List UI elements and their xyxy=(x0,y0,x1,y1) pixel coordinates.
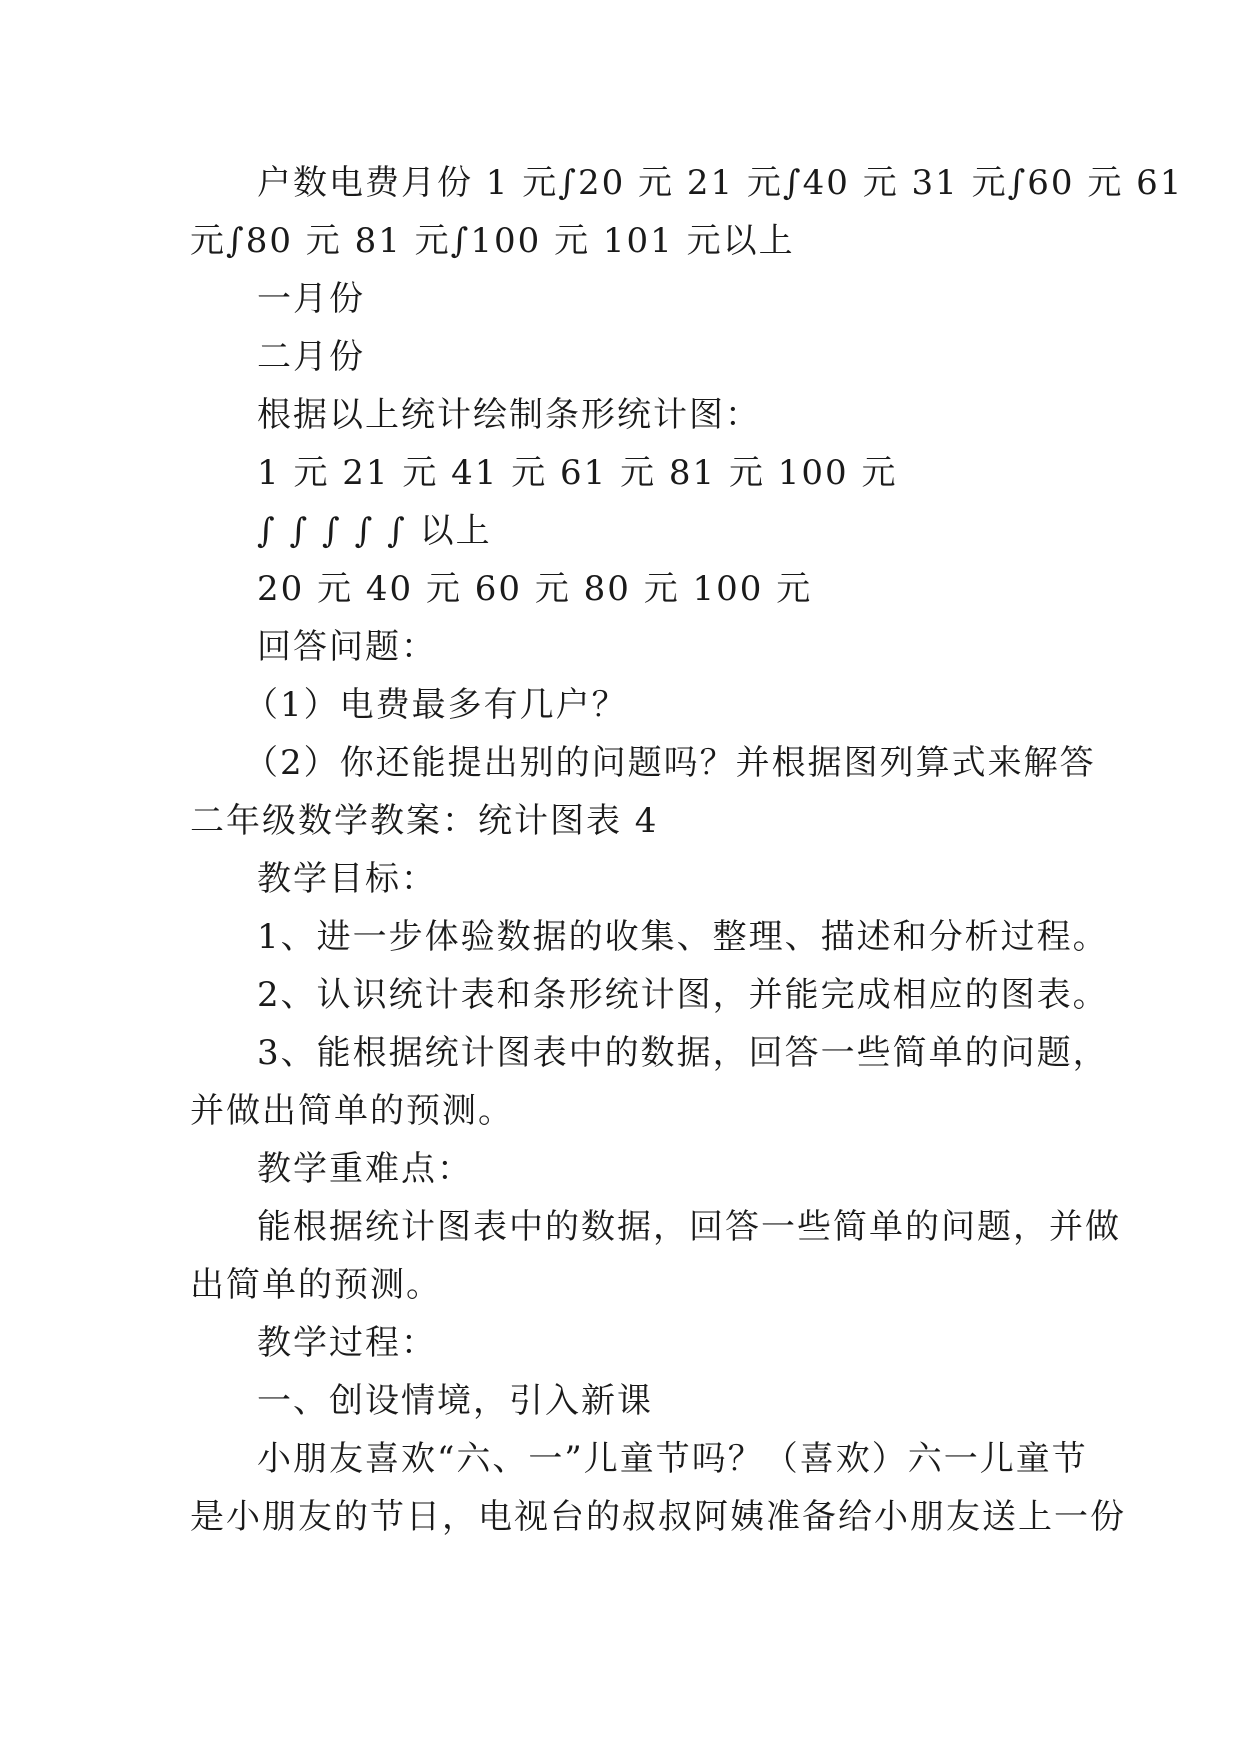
section-title: 二年级数学教案：统计图表 4 xyxy=(190,801,659,841)
text-line: 二月份 xyxy=(257,337,365,377)
text-line: 根据以上统计绘制条形统计图： xyxy=(257,395,761,435)
text-line: 1 元 21 元 41 元 61 元 81 元 100 元 xyxy=(257,453,898,493)
text-line: 小朋友喜欢“六、一”儿童节吗？（喜欢）六一儿童节 xyxy=(257,1439,1088,1479)
text-line: ∫ ∫ ∫ ∫ ∫ 以上 xyxy=(257,511,492,551)
text-line: 能根据统计图表中的数据，回答一些简单的问题，并做 xyxy=(257,1207,1121,1247)
text-line: 2、认识统计表和条形统计图，并能完成相应的图表。 xyxy=(257,975,1109,1015)
text-line: 3、能根据统计图表中的数据，回答一些简单的问题， xyxy=(257,1033,1109,1073)
text-line: 出简单的预测。 xyxy=(190,1265,442,1305)
text-line: 是小朋友的节日，电视台的叔叔阿姨准备给小朋友送上一份 xyxy=(190,1497,1126,1537)
text-line: 教学重难点： xyxy=(257,1149,473,1189)
text-line: 1、进一步体验数据的收集、整理、描述和分析过程。 xyxy=(257,917,1109,957)
text-line: 并做出简单的预测。 xyxy=(190,1091,514,1131)
text-line: 户数电费月份 1 元∫20 元 21 元∫40 元 31 元∫60 元 61 xyxy=(257,163,1184,203)
text-line: 元∫80 元 81 元∫100 元 101 元以上 xyxy=(190,221,795,261)
text-line: 回答问题： xyxy=(257,627,437,667)
question-line: （2）你还能提出别的问题吗？并根据图列算式来解答 xyxy=(244,743,1096,783)
text-line: 20 元 40 元 60 元 80 元 100 元 xyxy=(257,569,813,609)
text-line: 教学目标： xyxy=(257,859,437,899)
question-line: （1）电费最多有几户？ xyxy=(244,685,628,725)
text-line: 一、创设情境，引入新课 xyxy=(257,1381,653,1421)
text-line: 一月份 xyxy=(257,279,365,319)
text-line: 教学过程： xyxy=(257,1323,437,1363)
